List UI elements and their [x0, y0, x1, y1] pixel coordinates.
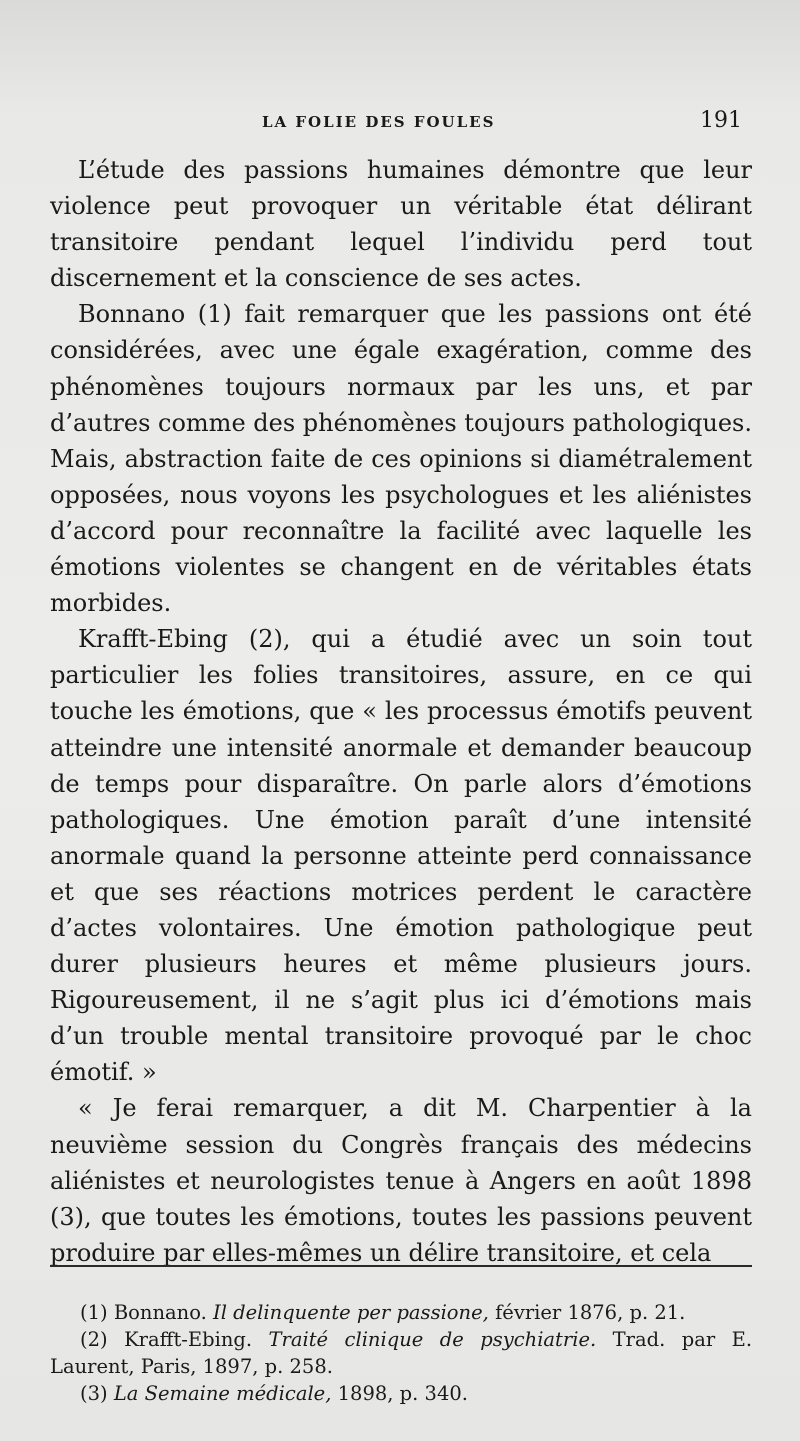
- footnote-details: Trad. par E. Laurent, Paris, 1897, p. 258.: [50, 1328, 753, 1378]
- paragraph: Bonnano (1) fait remarquer que les passions ont été considérées, avec une égale exagération, comme des phénomènes toujours normaux par les uns, et par d’autres comme des phénomènes toujours pathologiques. Mais, abstraction faite de ces opinions si diamétralement opposées, nous voyons les psychologues et les aliénistes d’accord pour reconnaître la facilité avec laquelle les émotions violentes se changent en de véritables états morbides.: [50, 300, 752, 618]
- page-number: 191: [700, 108, 742, 133]
- body-text: [50, 152, 752, 1271]
- footnote-divider: [50, 1265, 752, 1267]
- footnote-details: 1898, p. 340.: [337, 1382, 468, 1405]
- footnote-author: Krafft-Ebing.: [124, 1328, 253, 1351]
- paragraph: « Je ferai remarquer, a dit M. Charpentier à la neuvième session du Congrès français des médecins aliénistes et neurologistes tenue à Angers en août 1898 (3), que toutes les émotions, toutes les passions peuvent produire par elles-mêmes un délire transitoire, et cela: [50, 1094, 752, 1267]
- footnote-marker: (3): [80, 1382, 108, 1405]
- footnote: [50, 1326, 752, 1380]
- footnote-title: Traité clinique de psychiatrie.: [268, 1328, 597, 1351]
- footnote: [50, 1299, 752, 1326]
- running-title: LA FOLIE DES FOULES: [262, 113, 496, 131]
- footnote-marker: (2): [80, 1328, 108, 1351]
- footnote-marker: (1): [80, 1301, 108, 1324]
- footnote-details: février 1876, p. 21.: [495, 1301, 686, 1324]
- paragraph: L’étude des passions humaines démontre que leur violence peut provoquer un véritable état délirant transitoire pendant lequel l’individu perd tout discernement et la conscience de ses actes.: [50, 156, 752, 293]
- footnote-title: La Semaine médicale,: [113, 1382, 332, 1405]
- paragraph: Krafft-Ebing (2), qui a étudié avec un soin tout particulier les folies transitoires, assure, en ce qui touche les émotions, que « les processus émotifs peuvent atteindre une intensité anormale et demander beaucoup de temps pour disparaître. On parle alors d’émotions pathologiques. Une émotion paraît d’une intensité anormale quand la personne atteinte perd connaissance et que ses réactions motrices perdent le caractère d’actes volontaires. Une émotion pathologique peut durer plusieurs heures et même plusieurs jours. Rigoureusement, il ne s’agit plus ici d’émotions mais d’un trouble mental transitoire provoqué par le choc émotif. »: [50, 625, 752, 1087]
- footnote: [50, 1380, 752, 1407]
- footnotes: [50, 1299, 752, 1407]
- footnote-title: Il delinquente per passione,: [213, 1301, 489, 1324]
- page-header: [262, 108, 742, 133]
- footnote-author: Bonnano.: [113, 1301, 207, 1324]
